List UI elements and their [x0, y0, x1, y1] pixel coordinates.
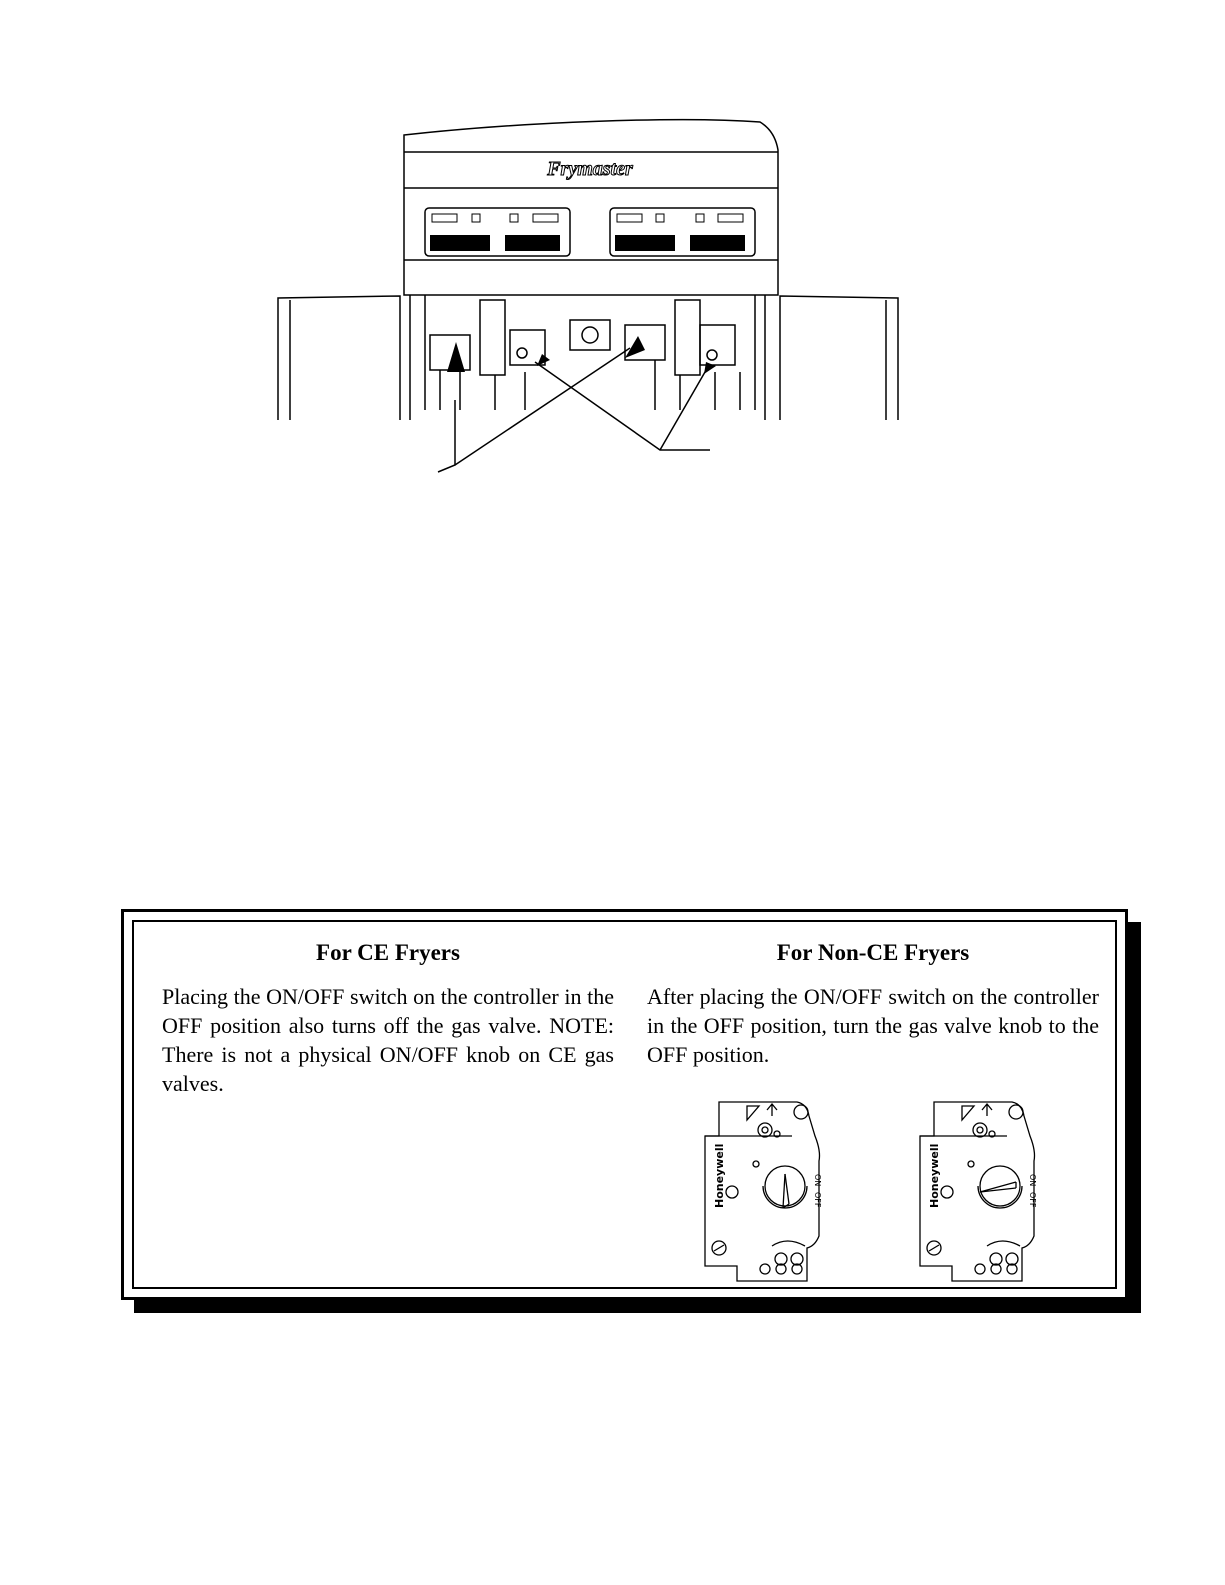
honeywell-gas-valve-1 — [697, 1096, 822, 1284]
valve-brand: Honeywell — [713, 1143, 726, 1208]
ce-fryers-heading: For CE Fryers — [316, 940, 460, 965]
fryer-controller-illustration — [260, 110, 920, 490]
brand-label: Frymaster — [547, 158, 633, 180]
ce-fryers-text: Placing the ON/OFF switch on the controller in the OFF position also turns off the gas valve. NOTE: There is not a physical ON/OFF knob on CE gas valves. — [162, 984, 614, 1096]
honeywell-gas-valve-2 — [912, 1096, 1037, 1284]
non-ce-fryers-section — [647, 940, 1099, 1069]
valve-brand: Honeywell — [928, 1143, 941, 1208]
valve-off-label: OFF — [813, 1192, 822, 1208]
valve-on-label: ON — [1028, 1174, 1037, 1187]
valve-on-label: ON — [813, 1174, 822, 1187]
ce-fryers-section — [162, 940, 614, 1098]
non-ce-fryers-text: After placing the ON/OFF switch on the controller in the OFF position, turn the gas valve knob to the OFF position. — [647, 984, 1099, 1067]
valve-off-label: OFF — [1028, 1192, 1037, 1208]
non-ce-fryers-heading: For Non-CE Fryers — [776, 940, 970, 965]
